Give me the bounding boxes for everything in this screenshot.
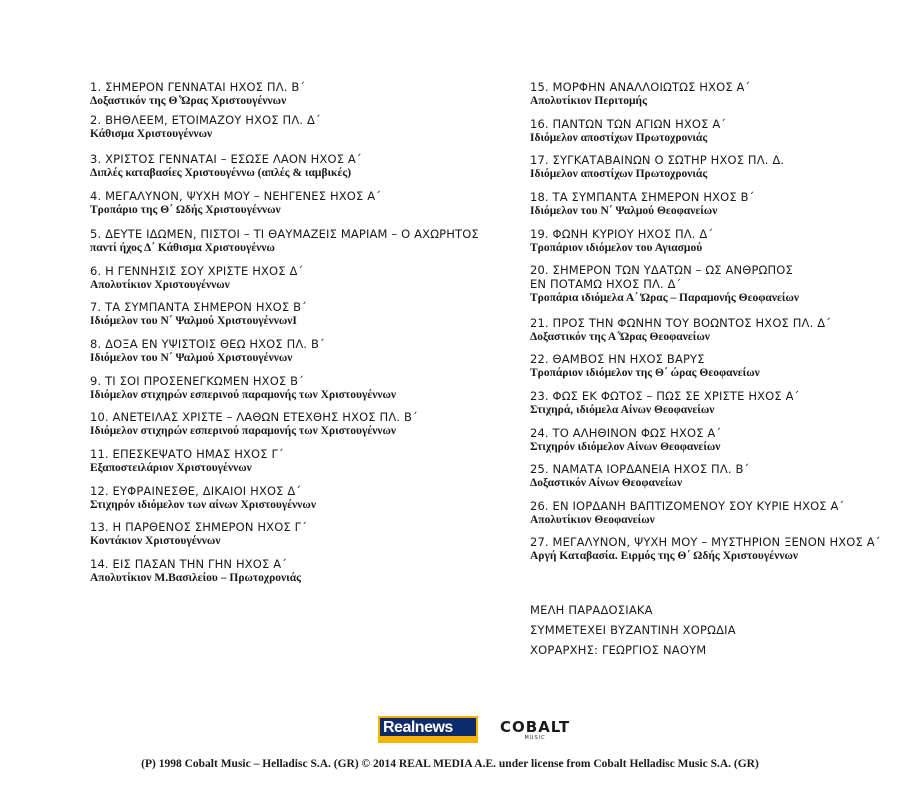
copyright-notice: (P) 1998 Cobalt Music – Helladisc S.A. (GR) © 2014 REAL MEDIA A.E. under license from Cobalt Helladisc Music S.A. (GR) [141, 758, 759, 770]
track-subtitle: Δοξαστικόν της Θ΄Ώρας Χριστουγέννων [90, 95, 287, 107]
track-item [90, 113, 530, 141]
track-subtitle: Τροπάριο της Θ΄ Ωδής Χριστουγέννων [90, 204, 281, 216]
track-item [90, 300, 530, 328]
track-item [530, 316, 890, 344]
track-subtitle: Ιδιόμελον αποστίχων Πρωτοχρονιάς [530, 168, 708, 180]
track-title: 19. ΦΩΝΗ ΚΥΡΙΟΥ ΗΧΟΣ ΠΛ. Δ΄ [530, 227, 714, 241]
credit-line-choirmaster: ΧΟΡΑΡΧΗΣ: ΓΕΩΡΓΙΟΣ ΝΑΟΥΜ [530, 643, 707, 657]
track-subtitle: Αργή Καταβασία. Ειρμός της Θ΄ Ωδής Χριστουγέννων [530, 550, 799, 562]
track-title: 8. ΔΟΞΑ ΕΝ ΥΨΙΣΤΟΙΣ ΘΕΩ ΗΧΟΣ ΠΛ. Β΄ [90, 337, 325, 351]
track-title: 6. Η ΓΕΝΝΗΣΙΣ ΣΟΥ ΧΡΙΣΤΕ ΗΧΟΣ Δ΄ [90, 264, 304, 278]
credit-line-choir: ΣΥΜΜΕΤΕΧΕΙ ΒΥΖΑΝΤΙΝΗ ΧΟΡΩΔΙΑ [530, 623, 736, 637]
track-subtitle: Ιδιόμελον στιχηρών εσπερινού παραμονής των Χριστουγέννων [90, 425, 397, 437]
track-item [530, 190, 890, 218]
track-item [530, 227, 890, 255]
track-subtitle: Απολυτίκιον Περιτομής [530, 95, 647, 107]
track-subtitle: Ιδιόμελον του Ν΄ Ψαλμού Χριστουγέννων [90, 352, 293, 364]
publisher-logos [378, 716, 570, 743]
credit-line-traditional: ΜΕΛΗ ΠΑΡΑΔΟΣΙΑΚΑ [530, 603, 653, 617]
track-title: 13. Η ΠΑΡΘΕΝΟΣ ΣΗΜΕΡΟΝ ΗΧΟΣ Γ΄ [90, 520, 308, 534]
track-item [90, 557, 530, 585]
track-item [530, 153, 890, 181]
track-item [90, 484, 530, 512]
track-title: 3. ΧΡΙΣΤΟΣ ΓΕΝΝΑΤΑΙ – ΕΣΩΣΕ ΛΑΟΝ ΗΧΟΣ Α΄ [90, 152, 362, 166]
track-subtitle: Στιχηρά, ιδιόμελα Αίνων Θεοφανείων [530, 404, 715, 416]
track-title: 5. ΔΕΥΤΕ ΙΔΩΜΕΝ, ΠΙΣΤΟΙ – ΤΙ ΘΑΥΜΑΖΕΙΣ ΜΑΡΙΑΜ – Ο ΑΧΩΡΗΤΟΣ [90, 227, 479, 241]
track-item [90, 374, 530, 402]
cobalt-logo-text: COBALT [500, 717, 571, 736]
track-subtitle: Δοξαστικόν της Α΄Ώρας Θεοφανείων [530, 331, 710, 343]
track-title: 7. ΤΑ ΣΥΜΠΑΝΤΑ ΣΗΜΕΡΟΝ ΗΧΟΣ Β΄ [90, 300, 308, 314]
track-title: 24. ΤΟ ΑΛΗΘΙΝΟΝ ΦΩΣ ΗΧΟΣ Α΄ [530, 426, 722, 440]
realnews-logo-text: Realnews [383, 719, 453, 736]
track-title: 27. ΜΕΓΑΛΥΝΟΝ, ΨΥΧΗ ΜΟΥ – ΜΥΣΤΗΡΙΟΝ ΞΕΝΟΝ ΗΧΟΣ Α΄ [530, 535, 881, 549]
track-title: 17. ΣΥΓΚΑΤΑΒΑΙΝΩΝ Ο ΣΩΤΗΡ ΗΧΟΣ ΠΛ. Δ. [530, 153, 785, 167]
realnews-logo [378, 716, 478, 743]
track-subtitle: Ιδιόμελον αποστίχων Πρωτοχρονιάς [530, 132, 708, 144]
track-item [90, 410, 530, 438]
track-item [530, 426, 890, 454]
track-subtitle: Εξαποστειλάριον Χριστουγέννων [90, 462, 252, 474]
track-title: 22. ΘΑΜΒΟΣ ΗΝ ΗΧΟΣ ΒΑΡΥΣ [530, 352, 705, 366]
track-subtitle: Τροπάριον ιδιόμελον του Αγιασμού [530, 242, 703, 254]
track-title: 25. ΝΑΜΑΤΑ ΙΟΡΔΑΝΕΙΑ ΗΧΟΣ ΠΛ. Β΄ [530, 462, 750, 476]
track-subtitle: Κάθισμα Χριστουγέννων [90, 128, 213, 140]
track-title: 4. ΜΕΓΑΛΥΝΟΝ, ΨΥΧΗ ΜΟΥ – ΝΕΗΓΕΝΕΣ ΗΧΟΣ Α΄ [90, 189, 382, 203]
performance-credits [530, 600, 736, 660]
track-subtitle: Τροπάριον ιδιόμελον της Θ΄ ώρας Θεοφανείων [530, 367, 760, 379]
track-subtitle: παντί ήχος Δ΄ Κάθισμα Χριστουγέννω [90, 242, 275, 254]
track-item [90, 264, 530, 292]
track-title: 1. ΣΗΜΕΡΟΝ ΓΕΝΝΑΤΑΙ ΗΧΟΣ ΠΛ. Β΄ [90, 80, 306, 94]
track-title: 20. ΣΗΜΕΡΟΝ ΤΩΝ ΥΔΑΤΩΝ – ΩΣ ΑΝΘΡΩΠΟΣ ΕΝ ΠΟΤΑΜΩ ΗΧΟΣ ΠΛ. Δ΄ [530, 263, 793, 291]
track-subtitle: Δοξαστικόν Αίνων Θεοφανείων [530, 477, 683, 489]
track-subtitle: Απολυτίκιον Μ.Βασιλείου – Πρωτοχρονιάς [90, 572, 301, 584]
track-subtitle: Ιδιόμελον του Ν΄ Ψαλμού Θεοφανείων [530, 205, 718, 217]
track-title: 15. ΜΟΡΦΗΝ ΑΝΑΛΛΟΙΩΤΩΣ ΗΧΟΣ Α΄ [530, 80, 751, 94]
track-subtitle: Απολυτίκιον Χριστουγέννων [90, 279, 230, 291]
track-subtitle: Διπλές καταβασίες Χριστουγέννω (απλές & ιαμβικές) [90, 167, 352, 179]
track-title: 26. ΕΝ ΙΟΡΔΑΝΗ ΒΑΠΤΙΖΟΜΕΝΟΥ ΣΟΥ ΚΥΡΙΕ ΗΧΟΣ Α΄ [530, 499, 845, 513]
track-item [530, 263, 890, 305]
track-item [530, 462, 890, 490]
cobalt-logo-subtext: MUSIC [524, 734, 546, 741]
track-item [90, 520, 530, 548]
track-item [530, 117, 890, 145]
track-item [90, 189, 530, 217]
track-item [530, 389, 890, 417]
track-item [90, 447, 530, 475]
track-item [90, 227, 530, 255]
track-item [530, 352, 890, 380]
track-subtitle: Στιχηρόν ιδιόμελον των αίνων Χριστουγέννων [90, 499, 316, 511]
track-title: 9. ΤΙ ΣΟΙ ΠΡΟΣΕΝΕΓΚΩΜΕΝ ΗΧΟΣ Β΄ [90, 374, 305, 388]
track-subtitle: Τροπάρια ιδιόμελα Α΄ Ώρας – Παραμονής Θεοφανείων [530, 292, 800, 304]
track-item [90, 152, 530, 180]
track-subtitle: Κοντάκιον Χριστουγέννων [90, 535, 221, 547]
track-item [90, 337, 530, 365]
track-title: 21. ΠΡΟΣ ΤΗΝ ΦΩΝΗΝ ΤΟΥ ΒΟΩΝΤΟΣ ΗΧΟΣ ΠΛ. Δ΄ [530, 316, 832, 330]
track-subtitle: Απολυτίκιον Θεοφανείων [530, 514, 655, 526]
track-title: 11. ΕΠΕΣΚΕΨΑΤΟ ΗΜΑΣ ΗΧΟΣ Γ΄ [90, 447, 284, 461]
track-subtitle: Ιδιόμελον του Ν΄ Ψαλμού ΧριστουγέννωνΙ [90, 315, 297, 327]
track-title: 12. ΕΥΦΡΑΙΝΕΣΘΕ, ΔΙΚΑΙΟΙ ΗΧΟΣ Δ΄ [90, 484, 302, 498]
track-title: 2. ΒΗΘΛΕΕΜ, ΕΤΟΙΜΑΖΟΥ ΗΧΟΣ ΠΛ. Δ΄ [90, 113, 321, 127]
realnews-logo-bar [380, 736, 476, 741]
track-item [90, 80, 530, 108]
track-title: 10. ΑΝΕΤΕΙΛΑΣ ΧΡΙΣΤΕ – ΛΑΘΩΝ ΕΤΕΧΘΗΣ ΗΧΟΣ ΠΛ. Β΄ [90, 410, 418, 424]
track-subtitle: Στιχηρόν ιδιόμελον Αίνων Θεοφανείων [530, 441, 721, 453]
track-title: 14. ΕΙΣ ΠΑΣΑΝ ΤΗΝ ΓΗΝ ΗΧΟΣ Α΄ [90, 557, 288, 571]
track-subtitle: Ιδιόμελον στιχηρών εσπερινού παραμονής των Χριστουγέννων [90, 389, 397, 401]
cobalt-logo [500, 719, 570, 741]
track-title: 16. ΠΑΝΤΩΝ ΤΩΝ ΑΓΙΩΝ ΗΧΟΣ Α΄ [530, 117, 727, 131]
track-title: 23. ΦΩΣ ΕΚ ΦΩΤΟΣ – ΠΩΣ ΣΕ ΧΡΙΣΤΕ ΗΧΟΣ Α΄ [530, 389, 800, 403]
track-title: 18. ΤΑ ΣΥΜΠΑΝΤΑ ΣΗΜΕΡΟΝ ΗΧΟΣ Β΄ [530, 190, 755, 204]
track-item [530, 499, 890, 527]
track-item [530, 535, 890, 563]
track-item [530, 80, 890, 108]
